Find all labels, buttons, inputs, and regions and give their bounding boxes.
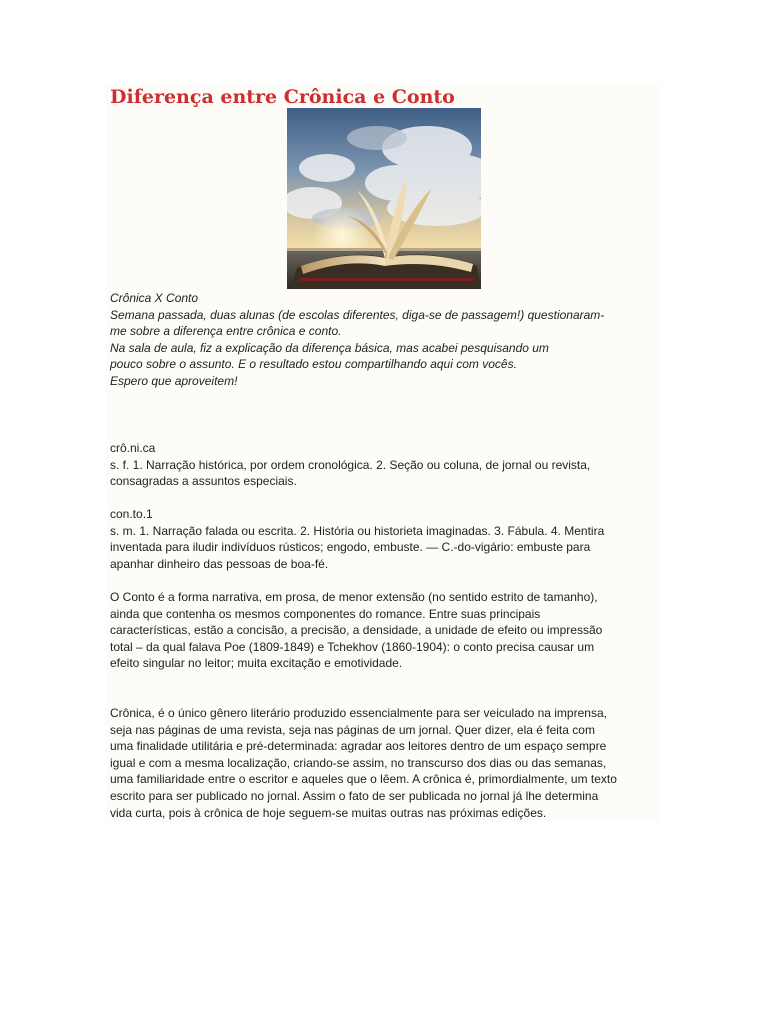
paragraph-line: uma finalidade utilitária e pré-determinada: agradar aos leitores dentro de um espaço sempre	[110, 739, 607, 754]
definition-line: s. f. 1. Narração histórica, por ordem cronológica. 2. Seção ou coluna, de jornal ou revista,	[110, 457, 591, 472]
intro-line: pouco sobre o assunto. E o resultado estou compartilhando aqui com vocês.	[110, 357, 517, 372]
paragraph-line: Crônica, é o único gênero literário produzido essencialmente para ser veiculado na imprensa,	[110, 706, 607, 720]
intro-line: Espero que aproveitem!	[110, 373, 238, 388]
paragraph-line: seja nas páginas de uma revista, seja nas páginas de um jornal. Quer dizer, ela é feita com	[110, 722, 595, 737]
paragraph-line: ainda que contenha os mesmos componentes do romance. Entre suas principais	[110, 606, 541, 621]
page-title: Diferença entre Crônica e Conto	[110, 86, 455, 108]
conto-definition	[110, 506, 660, 572]
definition-line: apanhar dinheiro das pessoas de boa-fé.	[110, 556, 329, 571]
paragraph-line: características, estão a concisão, a precisão, a densidade, a unidade de efeito ou impressão	[110, 623, 603, 638]
paragraph-line: igual e com a mesma localização, criando-se assim, no transcurso dos dias ou das semanas,	[110, 755, 607, 770]
conto-headword: con.to.1	[110, 507, 153, 521]
definition-line: consagradas a assuntos especiais.	[110, 474, 297, 489]
paragraph-line: efeito singular no leitor; muita excitação e emotividade.	[110, 656, 403, 671]
conto-paragraph	[110, 589, 660, 672]
intro-line: Na sala de aula, fiz a explicação da diferença básica, mas acabei pesquisando um	[110, 340, 549, 355]
open-book-sky-image	[287, 108, 481, 289]
definition-line: inventada para iludir indivíduos rústicos; engodo, embuste. — C.-do-vigário: embuste para	[110, 540, 591, 555]
paragraph-line: total – da qual falava Poe (1809-1849) e Tchekhov (1860-1904): o conto precisa causar um	[110, 639, 595, 654]
paragraph-line: vida curta, pois à crônica de hoje seguem-se muitas outras nas próximas edições.	[110, 805, 547, 820]
paragraph-line: uma familiaridade entre o escritor e aqueles que o lêem. A crônica é, primordialmente, um texto	[110, 772, 617, 787]
cronica-headword: crô.ni.ca	[110, 441, 156, 455]
intro-line: Semana passada, duas alunas (de escolas diferentes, diga-se de passagem!) questionaram-	[110, 307, 605, 322]
intro-line: me sobre a diferença entre crônica e conto.	[110, 324, 342, 339]
intro-heading: Crônica X Conto	[110, 291, 199, 305]
paragraph-line: O Conto é a forma narrativa, em prosa, de menor extensão (no sentido estrito de tamanho),	[110, 590, 598, 604]
definition-line: s. m. 1. Narração falada ou escrita. 2. História ou historieta imaginadas. 3. Fábula. 4. Mentira	[110, 523, 605, 538]
paragraph-line: escrito para ser publicado no jornal. Assim o fato de ser publicada no jornal já lhe determina	[110, 788, 599, 803]
intro-paragraph	[110, 290, 660, 390]
cronica-paragraph	[110, 705, 660, 821]
cronica-definition	[110, 440, 660, 490]
